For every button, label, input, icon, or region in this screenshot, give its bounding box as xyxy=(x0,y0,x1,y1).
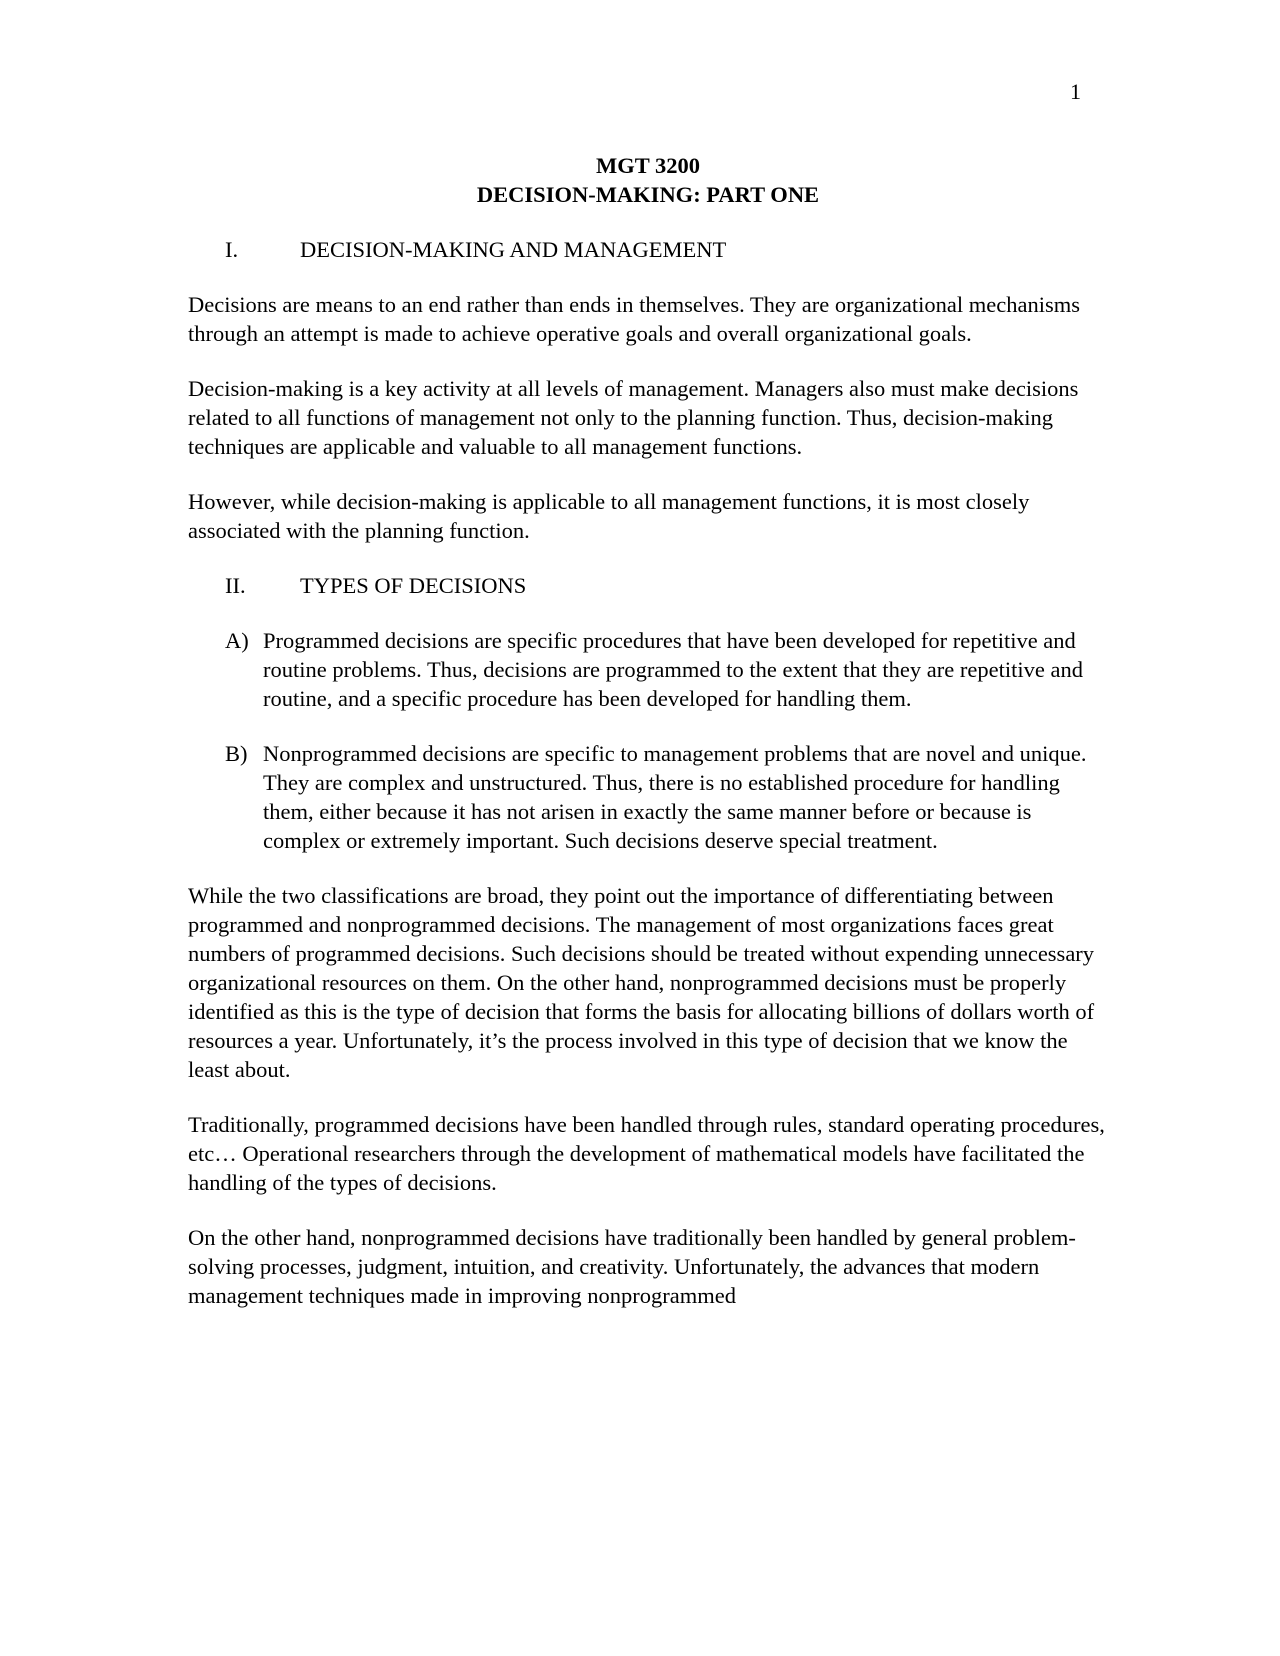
section-heading-2 xyxy=(188,571,1108,600)
section-heading-label: DECISION-MAKING AND MANAGEMENT xyxy=(300,237,727,262)
section-heading-label: TYPES OF DECISIONS xyxy=(300,573,527,598)
list-item-a xyxy=(188,626,1108,713)
paragraph: Decision-making is a key activity at all levels of management. Managers also must make decisions related to all functions of management not only to the planning function. Thus, decision-making techniques are applicable and valuable to all management functions. xyxy=(188,376,1079,459)
list-item-b xyxy=(188,739,1108,855)
list-marker: A) xyxy=(225,628,249,653)
paragraph: Traditionally, programmed decisions have been handled through rules, standard operating procedures, etc… Operational researchers through the development of mathematical models have facilitated the handling of the types of decisions. xyxy=(188,1112,1105,1195)
section-number: II. xyxy=(225,573,246,598)
list-item-text: Nonprogrammed decisions are specific to management problems that are novel and unique. They are complex and unstructured. Thus, there is no established procedure for handling them, either because it has not arisen in exactly the same manner before or because is complex or extremely important. Such decisions deserve special treatment. xyxy=(263,741,1087,853)
paragraph: On the other hand, nonprogrammed decisions have traditionally been handled by general problem-solving processes, judgment, intuition, and creativity. Unfortunately, the advances that modern management techniques made in improving nonprogrammed xyxy=(188,1225,1076,1308)
list-marker: B) xyxy=(225,741,248,766)
paragraph: Decisions are means to an end rather than ends in themselves. They are organizational mechanisms through an attempt is made to achieve operative goals and overall organizational goals. xyxy=(188,292,1081,346)
document-title-line1: MGT 3200 xyxy=(596,153,700,178)
section-heading-1 xyxy=(188,235,1108,264)
list-item-text: Programmed decisions are specific procedures that have been developed for repetitive and routine problems. Thus, decisions are programmed to the extent that they are repetitive and routine, and a specific procedure has been developed for handling them. xyxy=(263,628,1083,711)
paragraph: While the two classifications are broad, they point out the importance of differentiating between programmed and nonprogrammed decisions. The management of most organizations faces great numbers of programmed decisions. Such decisions should be treated without expending unnecessary organizational resources on them. On the other hand, nonprogrammed decisions must be properly identified as this is the type of decision that forms the basis for allocating billions of dollars worth of resources a year. Unfortunately, it’s the process involved in this type of decision that we know the least about. xyxy=(188,883,1095,1082)
section-number: I. xyxy=(225,237,239,262)
paragraph: However, while decision-making is applicable to all management functions, it is most closely associated with the planning function. xyxy=(188,489,1030,543)
document-body xyxy=(188,151,1108,1310)
document-title-line2: DECISION-MAKING: PART ONE xyxy=(476,182,820,207)
page-number: 1 xyxy=(1070,79,1081,104)
